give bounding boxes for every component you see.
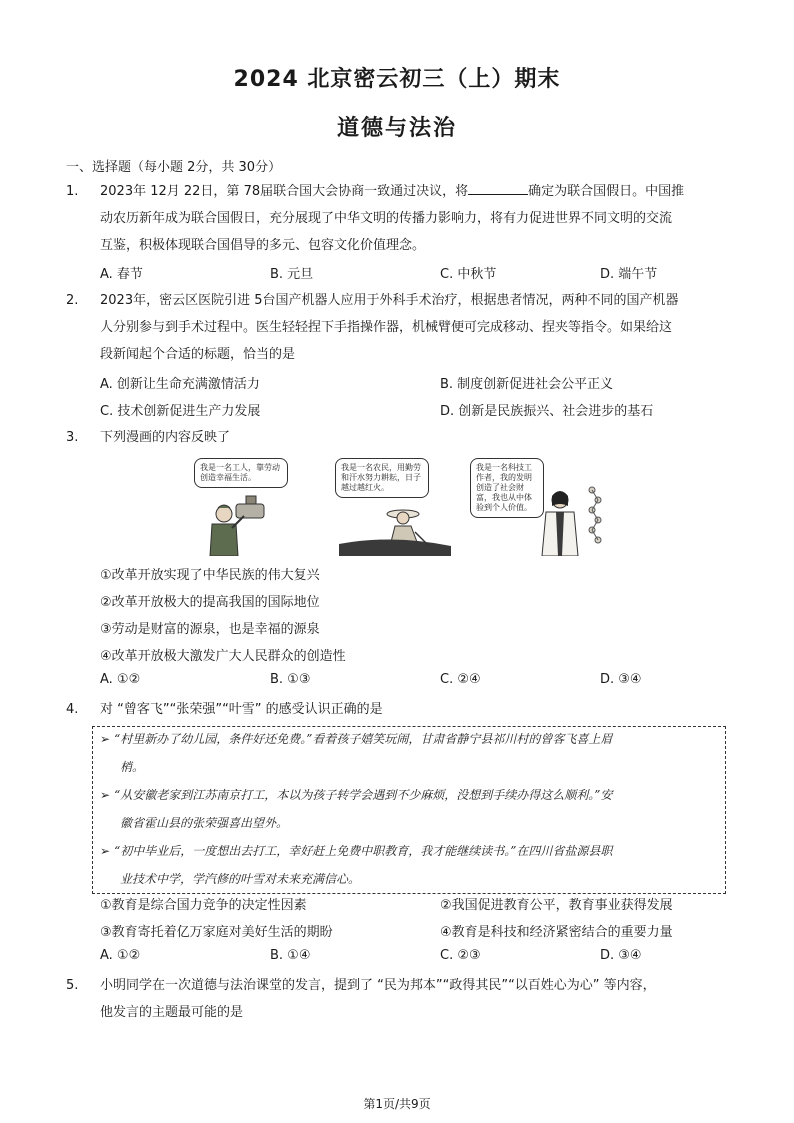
question-text: 段新闻起个合适的标题，恰当的是: [100, 347, 296, 362]
answer-blank: [468, 180, 528, 195]
section-heading: 一、选择题（每小题 2分，共 30分）: [66, 160, 282, 175]
page-footer: 第1页/共9页: [363, 1097, 431, 1111]
option-c: C. ②③: [440, 948, 481, 963]
speech-bubble: 我是一名农民，用勤劳和汗水努力耕耘，日子越过越红火。: [335, 458, 429, 498]
option-b: B. 元旦: [270, 267, 314, 282]
question-number: 1.: [66, 184, 79, 199]
worker-figure: [188, 456, 308, 556]
page-subtitle: 道德与法治: [336, 116, 457, 141]
quote-line: ➢ “从安徽老家到江苏南京打工，本以为孩子转学会遇到不少麻烦，没想到手续办得这么顺利。”安: [100, 788, 613, 802]
quote-line: 徽省霍山县的张荣强喜出望外。: [120, 816, 289, 830]
question-number: 4.: [66, 702, 79, 717]
question-text: 互鉴，积极体现联合国倡导的多元、包容文化价值理念。: [100, 238, 426, 253]
option-a: A. ①②: [100, 948, 141, 963]
options-q3: [100, 672, 720, 694]
comic-panel-scientist: [470, 456, 608, 556]
arrow-bullet-icon: ➢: [100, 788, 111, 802]
question-1: [66, 178, 726, 259]
question-text: 确定为联合国假日。中国推: [528, 184, 685, 199]
option-a: A. 春节: [100, 267, 143, 282]
question-number: 2.: [66, 293, 79, 308]
question-text: 下列漫画的内容反映了: [100, 430, 231, 445]
statement-4: ④教育是科技和经济紧密结合的重要力量: [440, 925, 673, 940]
question-number: 3.: [66, 430, 79, 445]
question-5: [66, 972, 726, 1026]
quote-line: ➢ “村里新办了幼儿园，条件好还免费。”看着孩子嬉笑玩闹，甘肃省静宁县祁川村的曾客飞喜上眉: [100, 732, 613, 746]
question-text: 小明同学在一次道德与法治课堂的发言，提到了 “民为邦本”“政得其民”“以百姓心为心” 等内容，: [100, 978, 656, 993]
speech-bubble: 我是一名科技工作者，我的发明创造了社会财富，我也从中体验到个人价值。: [470, 458, 544, 518]
option-d: D. ③④: [600, 948, 642, 963]
option-b: B. ①④: [270, 948, 311, 963]
statements-q4-row2: [100, 921, 720, 943]
options-q1: [100, 263, 720, 285]
comic-panel-farmer: [333, 456, 453, 556]
statement-3: ③教育寄托着亿万家庭对美好生活的期盼: [100, 925, 333, 940]
farmer-figure: [333, 456, 453, 556]
comic-panel-worker: [188, 456, 308, 556]
question-text: 他发言的主题最可能的是: [100, 1005, 244, 1020]
quote-line: 业技术中学，学汽修的叶雪对未来充满信心。: [120, 872, 361, 886]
option-d: D. 端午节: [600, 267, 658, 282]
question-text: 动农历新年成为联合国假日，充分展现了中华文明的传播力影响力，将有力促进世界不同文明的交流: [100, 211, 673, 226]
question-text: 2023年，密云区医院引进 5台国产机器人应用于外科手术治疗，根据患者情况，两种不同的国产机器: [100, 293, 679, 308]
speech-bubble: 我是一名工人，靠劳动创造幸福生活。: [194, 458, 288, 488]
statement-2: ②我国促进教育公平，教育事业获得发展: [440, 898, 673, 913]
question-text: 2023年 12月 22日，第 78届联合国大会协商一致通过决议，将: [100, 184, 469, 199]
option-a: A. 创新让生命充满激情活力: [100, 377, 260, 392]
statement-1: ①教育是综合国力竞争的决定性因素: [100, 898, 307, 913]
statement-1: ①改革开放实现了中华民族的伟大复兴: [100, 568, 320, 583]
arrow-bullet-icon: ➢: [100, 732, 111, 746]
question-2: [66, 287, 726, 368]
question-4: [66, 696, 726, 723]
option-b: B. ①③: [270, 672, 311, 687]
question-number: 5.: [66, 978, 79, 993]
option-d: D. 创新是民族振兴、社会进步的基石: [440, 404, 654, 419]
scientist-figure: [470, 456, 608, 556]
option-c: C. ②④: [440, 672, 481, 687]
option-d: D. ③④: [600, 672, 642, 687]
page-title: 2024 北京密云初三（上）期末: [233, 67, 561, 92]
option-b: B. 制度创新促进社会公平正义: [440, 377, 614, 392]
statement-3: ③劳动是财富的源泉，也是幸福的源泉: [100, 622, 320, 637]
options-q2-row2: [100, 400, 720, 422]
statement-4: ④改革开放极大激发广大人民群众的创造性: [100, 649, 346, 664]
comic-strip: [188, 456, 608, 556]
options-q2-row1: [100, 373, 720, 395]
option-c: C. 技术创新促进生产力发展: [100, 404, 261, 419]
arrow-bullet-icon: ➢: [100, 844, 111, 858]
option-c: C. 中秋节: [440, 267, 497, 282]
question-text: 人分别参与到手术过程中。医生轻轻捏下手指操作器，机械臂便可完成移动、捏夹等指令。如果给这: [100, 320, 673, 335]
question-text: 对 “曾客飞”“张荣强”“叶雪” 的感受认识正确的是: [100, 702, 383, 717]
quote-line: 梢。: [120, 760, 145, 774]
question-3: [66, 424, 726, 451]
option-a: A. ①②: [100, 672, 141, 687]
statements-q4-row1: [100, 894, 720, 916]
options-q4: [100, 948, 720, 970]
quote-line: ➢ “初中毕业后，一度想出去打工，幸好赶上免费中职教育，我才能继续读书。”在四川省盐源县职: [100, 844, 613, 858]
statement-2: ②改革开放极大的提高我国的国际地位: [100, 595, 320, 610]
